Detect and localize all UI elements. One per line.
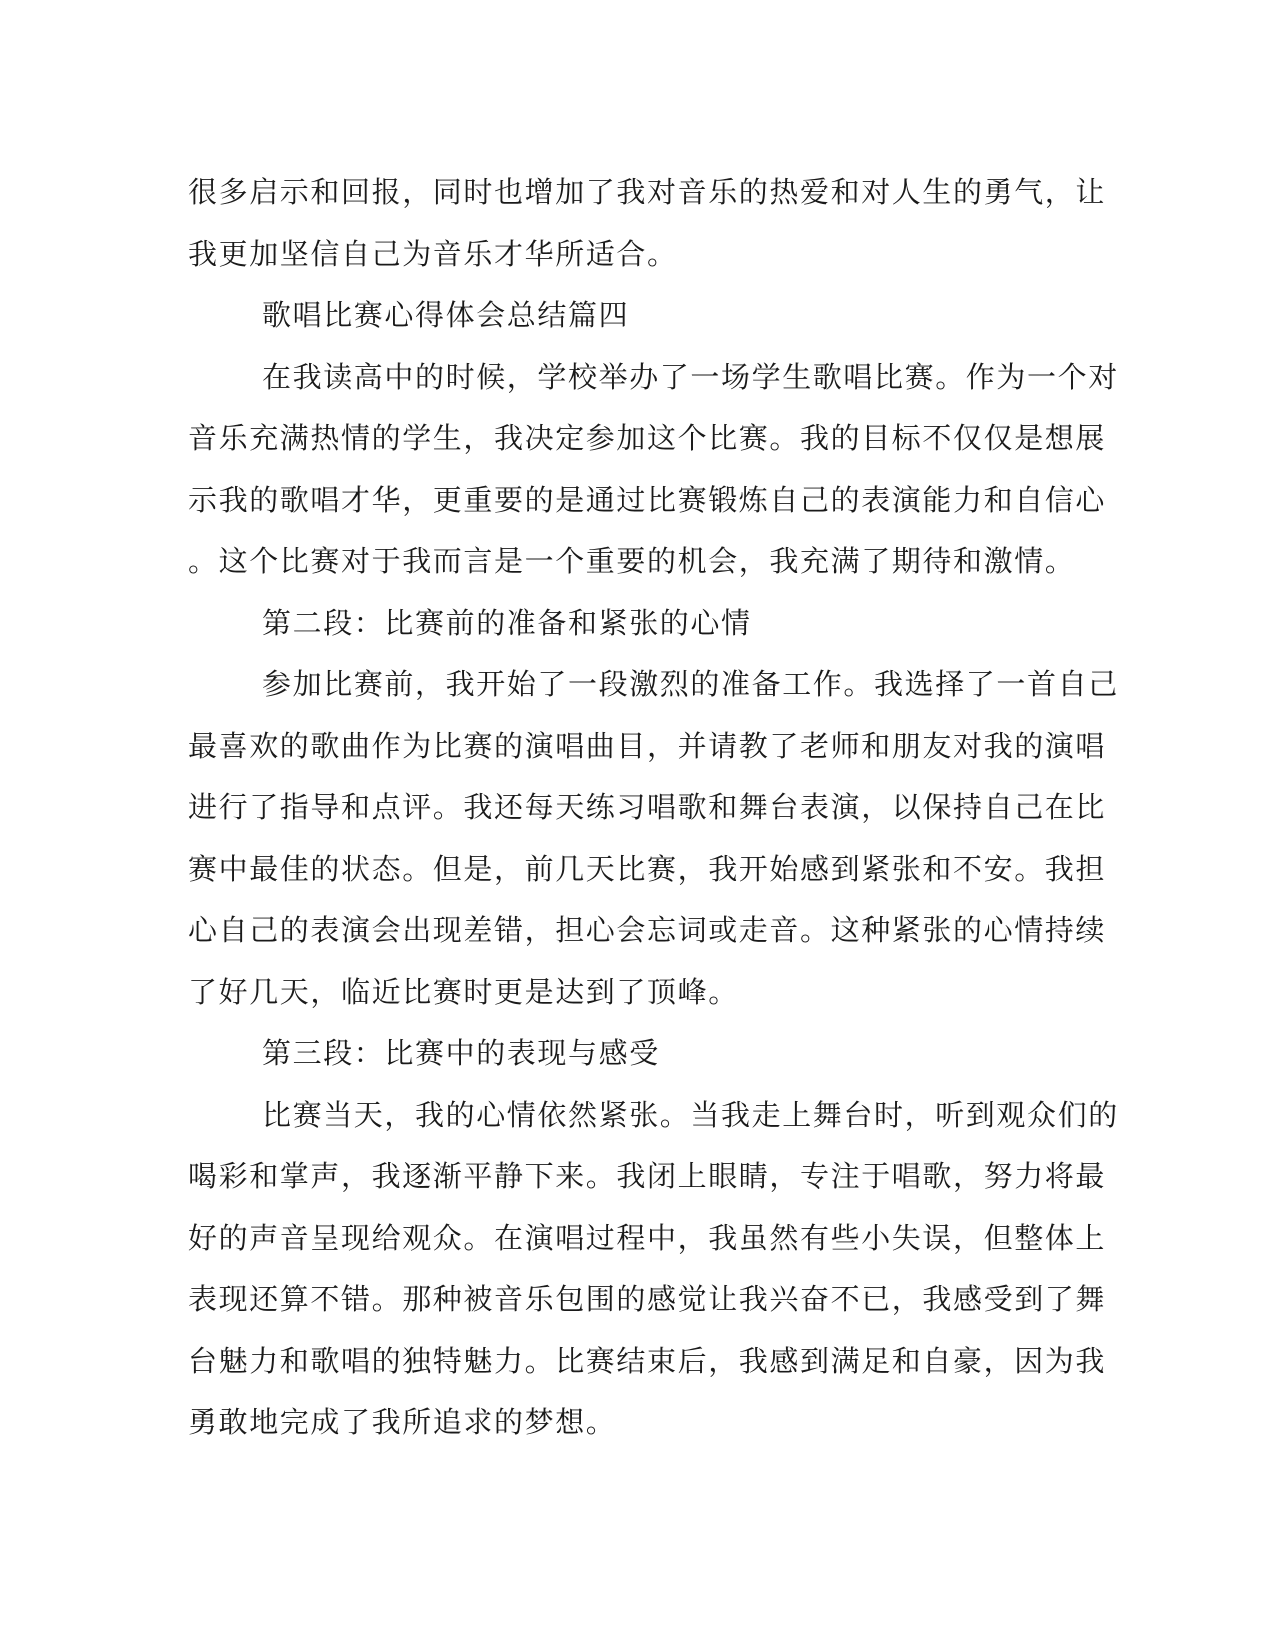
paragraph-start-line: 参加比赛前，我开始了一段激烈的准备工作。我选择了一首自己	[262, 667, 1119, 701]
text-line: 表现还算不错。那种被音乐包围的感觉让我兴奋不已，我感受到了舞	[188, 1282, 1107, 1316]
document-body	[188, 162, 1119, 1454]
section-heading: 歌唱比赛心得体会总结篇四	[262, 298, 630, 332]
text-line: 台魅力和歌唱的独特魅力。比赛结束后，我感到满足和自豪，因为我	[188, 1343, 1107, 1378]
text-line: 喝彩和掌声，我逐渐平静下来。我闭上眼睛，专注于唱歌，努力将最	[188, 1159, 1107, 1193]
text-line: 最喜欢的歌曲作为比赛的演唱曲目，并请教了老师和朋友对我的演唱	[188, 728, 1107, 763]
text-line: 赛中最佳的状态。但是，前几天比赛，我开始感到紧张和不安。我担	[188, 851, 1107, 886]
text-line: 好的声音呈现给观众。在演唱过程中，我虽然有些小失误，但整体上	[188, 1220, 1107, 1255]
paragraph-start-line: 在我读高中的时候，学校举办了一场学生歌唱比赛。作为一个对	[262, 359, 1119, 394]
text-line: 我更加坚信自己为音乐才华所适合。	[188, 236, 678, 271]
text-line: 音乐充满热情的学生，我决定参加这个比赛。我的目标不仅仅是想展	[188, 421, 1107, 455]
text-line: 。这个比赛对于我而言是一个重要的机会，我充满了期待和激情。	[188, 544, 1076, 578]
paragraph-start-line: 比赛当天，我的心情依然紧张。当我走上舞台时，听到观众们的	[262, 1097, 1119, 1132]
text-line: 很多启示和回报，同时也增加了我对音乐的热爱和对人生的勇气，让	[188, 175, 1107, 209]
text-line: 心自己的表演会出现差错，担心会忘词或走音。这种紧张的心情持续	[188, 913, 1107, 947]
text-line: 勇敢地完成了我所追求的梦想。	[188, 1405, 617, 1439]
section-heading: 第二段：比赛前的准备和紧张的心情	[262, 605, 752, 640]
text-line: 了好几天，临近比赛时更是达到了顶峰。	[188, 974, 739, 1009]
section-heading: 第三段：比赛中的表现与感受	[262, 1036, 660, 1070]
text-line: 进行了指导和点评。我还每天练习唱歌和舞台表演，以保持自己在比	[188, 790, 1107, 824]
text-line: 示我的歌唱才华，更重要的是通过比赛锻炼自己的表演能力和自信心	[188, 482, 1107, 517]
